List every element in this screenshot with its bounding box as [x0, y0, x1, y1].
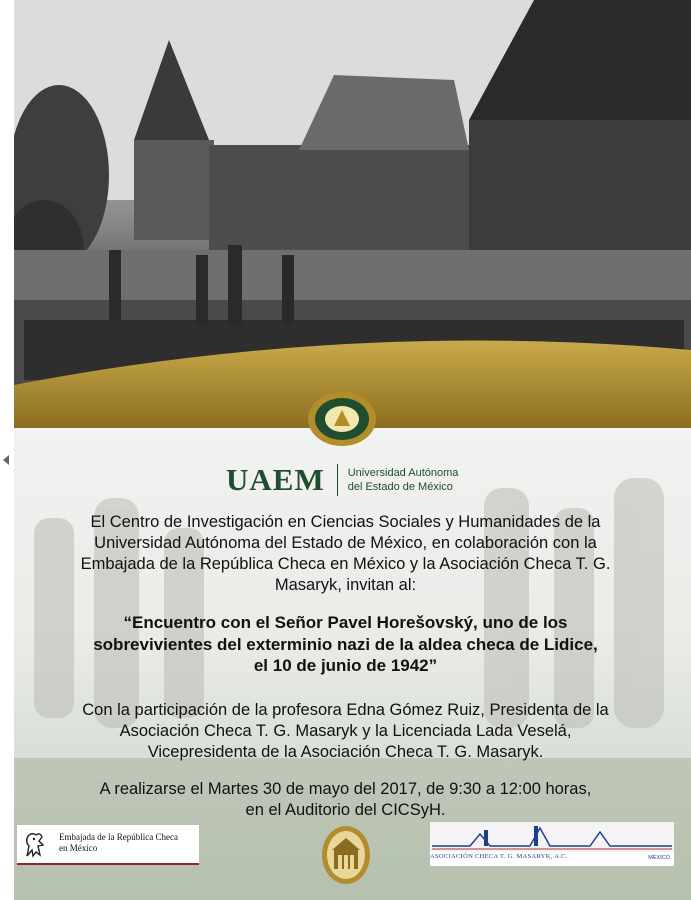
association-name: ASOCIACIÓN CHECA T. G. MASARYK, A.C. [430, 853, 568, 860]
embassy-name [59, 832, 178, 854]
university-seal-icon [306, 390, 378, 448]
intro-line: El Centro de Investigación en Ciencias Sociales y Humanidades de la [90, 513, 601, 531]
event-title [20, 612, 671, 677]
building-seal-icon [321, 825, 371, 885]
schedule-line: en el Auditorio del CICSyH. [245, 801, 446, 819]
schedule-paragraph [20, 779, 671, 821]
intro-line: Universidad Autónoma del Estado de México, en colaboración con la [94, 534, 597, 552]
logo-divider [337, 464, 338, 496]
participation-line: Asociación Checa T. G. Masaryk y la Licenciada Lada Veselá, [119, 722, 572, 740]
intro-paragraph [20, 512, 671, 596]
embassy-name-line1: Embajada de la República Checa [59, 832, 178, 842]
uaem-subtitle-line1: Universidad Autónoma [347, 467, 459, 479]
embassy-name-line2: en México [59, 843, 98, 853]
uaem-wordmark: UAEM [226, 462, 325, 497]
intro-line: Embajada de la República Checa en México y la Asociación Checa T. G. [80, 555, 611, 573]
event-title-line: “Encuentro con el Señor Pavel Horešovský, uno de los [123, 613, 568, 632]
scroll-left-arrow-icon[interactable] [3, 455, 9, 465]
association-country: MÉXICO [648, 855, 670, 861]
event-title-line: sobrevivientes del exterminio nazi de la aldea checa de Lidice, [93, 634, 598, 654]
czech-lion-icon [19, 828, 51, 860]
participation-line: Con la participación de la profesora Edna Gómez Ruiz, Presidenta de la [82, 701, 609, 719]
participation-line: Vicepresidenta de la Asociación Checa T. G. Masaryk. [147, 743, 544, 761]
event-title-line: el 10 de junio de 1942” [253, 656, 438, 675]
uaem-subtitle [348, 466, 459, 494]
intro-line: Masaryk, invitan al: [274, 576, 417, 594]
embassy-logo [17, 825, 199, 865]
uaem-subtitle-line2: del Estado de México [347, 481, 453, 493]
schedule-line: A realizarse el Martes 30 de mayo del 2017, de 9:30 a 12:00 horas, [99, 780, 592, 798]
association-logo [430, 822, 674, 866]
participation-paragraph [20, 700, 671, 763]
uaem-logo [226, 462, 458, 498]
